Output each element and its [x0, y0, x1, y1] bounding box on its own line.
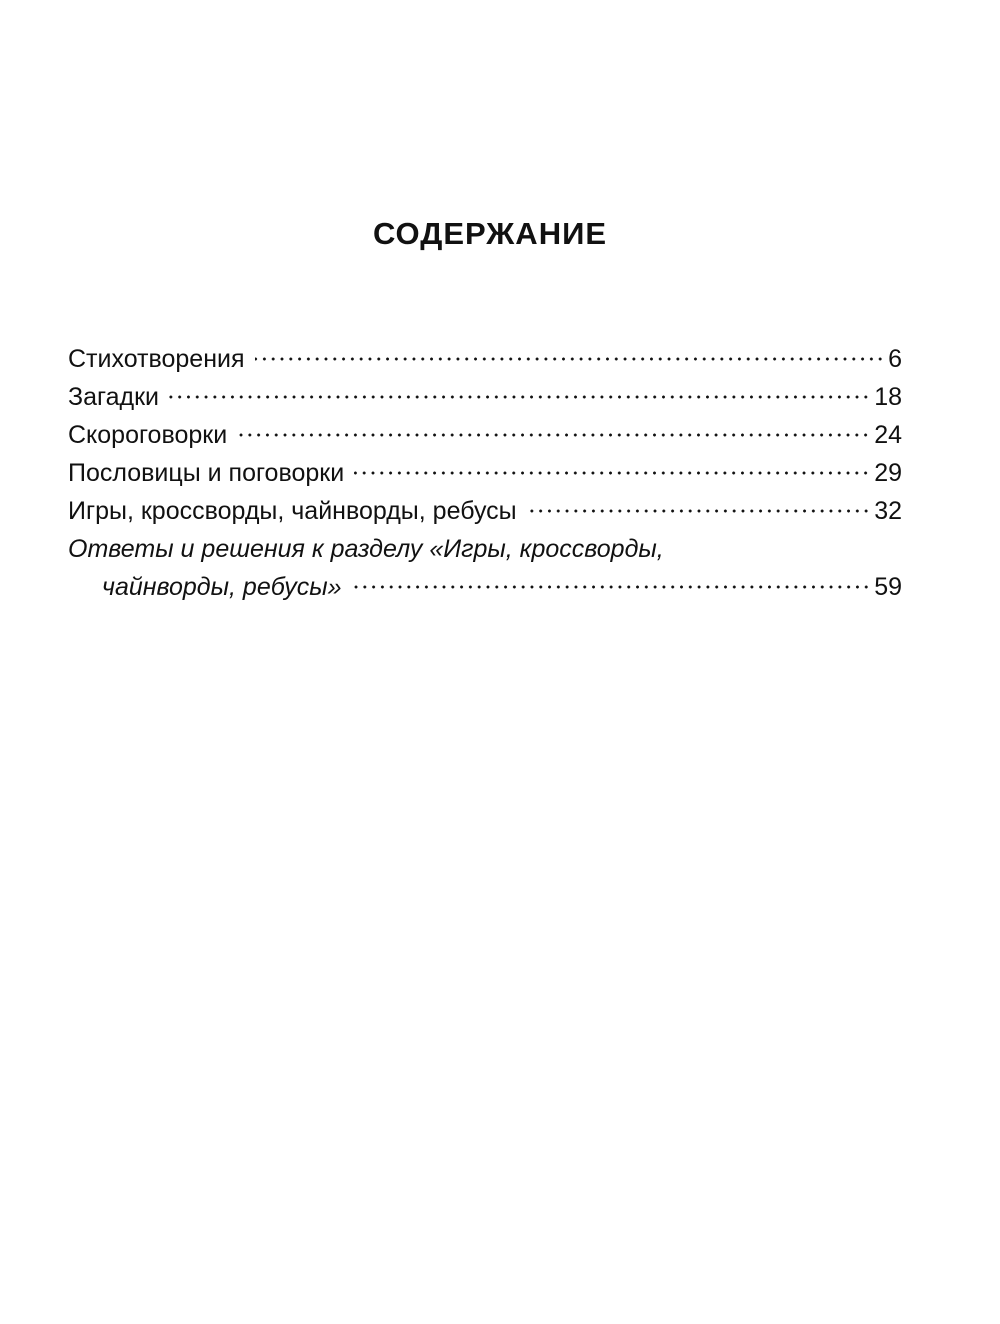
toc-entry-poems[interactable] [68, 340, 902, 378]
toc-entry-page: 18 [874, 383, 902, 411]
page-title: СОДЕРЖАНИЕ [372, 216, 608, 251]
toc-entry-label-line2: чайнворды, ребусы» [102, 573, 342, 601]
toc-entry-riddles[interactable] [68, 378, 902, 416]
toc-entry-tongue-twisters[interactable] [68, 416, 902, 454]
toc-entry-page: 32 [874, 497, 902, 525]
toc-entry-games[interactable] [68, 492, 902, 530]
toc-entry-label: Стихотворения [68, 345, 245, 373]
toc-entry-page: 29 [874, 459, 902, 487]
toc-entry-label: Скороговорки [68, 421, 228, 449]
toc-entry-label: Игры, кроссворды, чайнворды, ребусы [68, 497, 517, 525]
toc-entry-label-line1: Ответы и решения к разделу «Игры, кроссворды, [68, 535, 664, 563]
dot-leader [352, 585, 871, 589]
toc-entry-page: 59 [874, 573, 902, 601]
dot-leader [255, 357, 885, 361]
toc-entry-answers[interactable] [68, 530, 902, 606]
toc-entry-page: 6 [888, 345, 902, 373]
toc-entry-proverbs[interactable] [68, 454, 902, 492]
dot-leader [527, 509, 871, 513]
toc-entry-label: Загадки [68, 383, 159, 411]
toc-entry-page: 24 [874, 421, 902, 449]
toc-entry-label: Пословицы и поговорки [68, 459, 345, 487]
table-of-contents [68, 340, 902, 606]
dot-leader [237, 433, 870, 437]
dot-leader [354, 471, 870, 475]
dot-leader [169, 395, 870, 399]
